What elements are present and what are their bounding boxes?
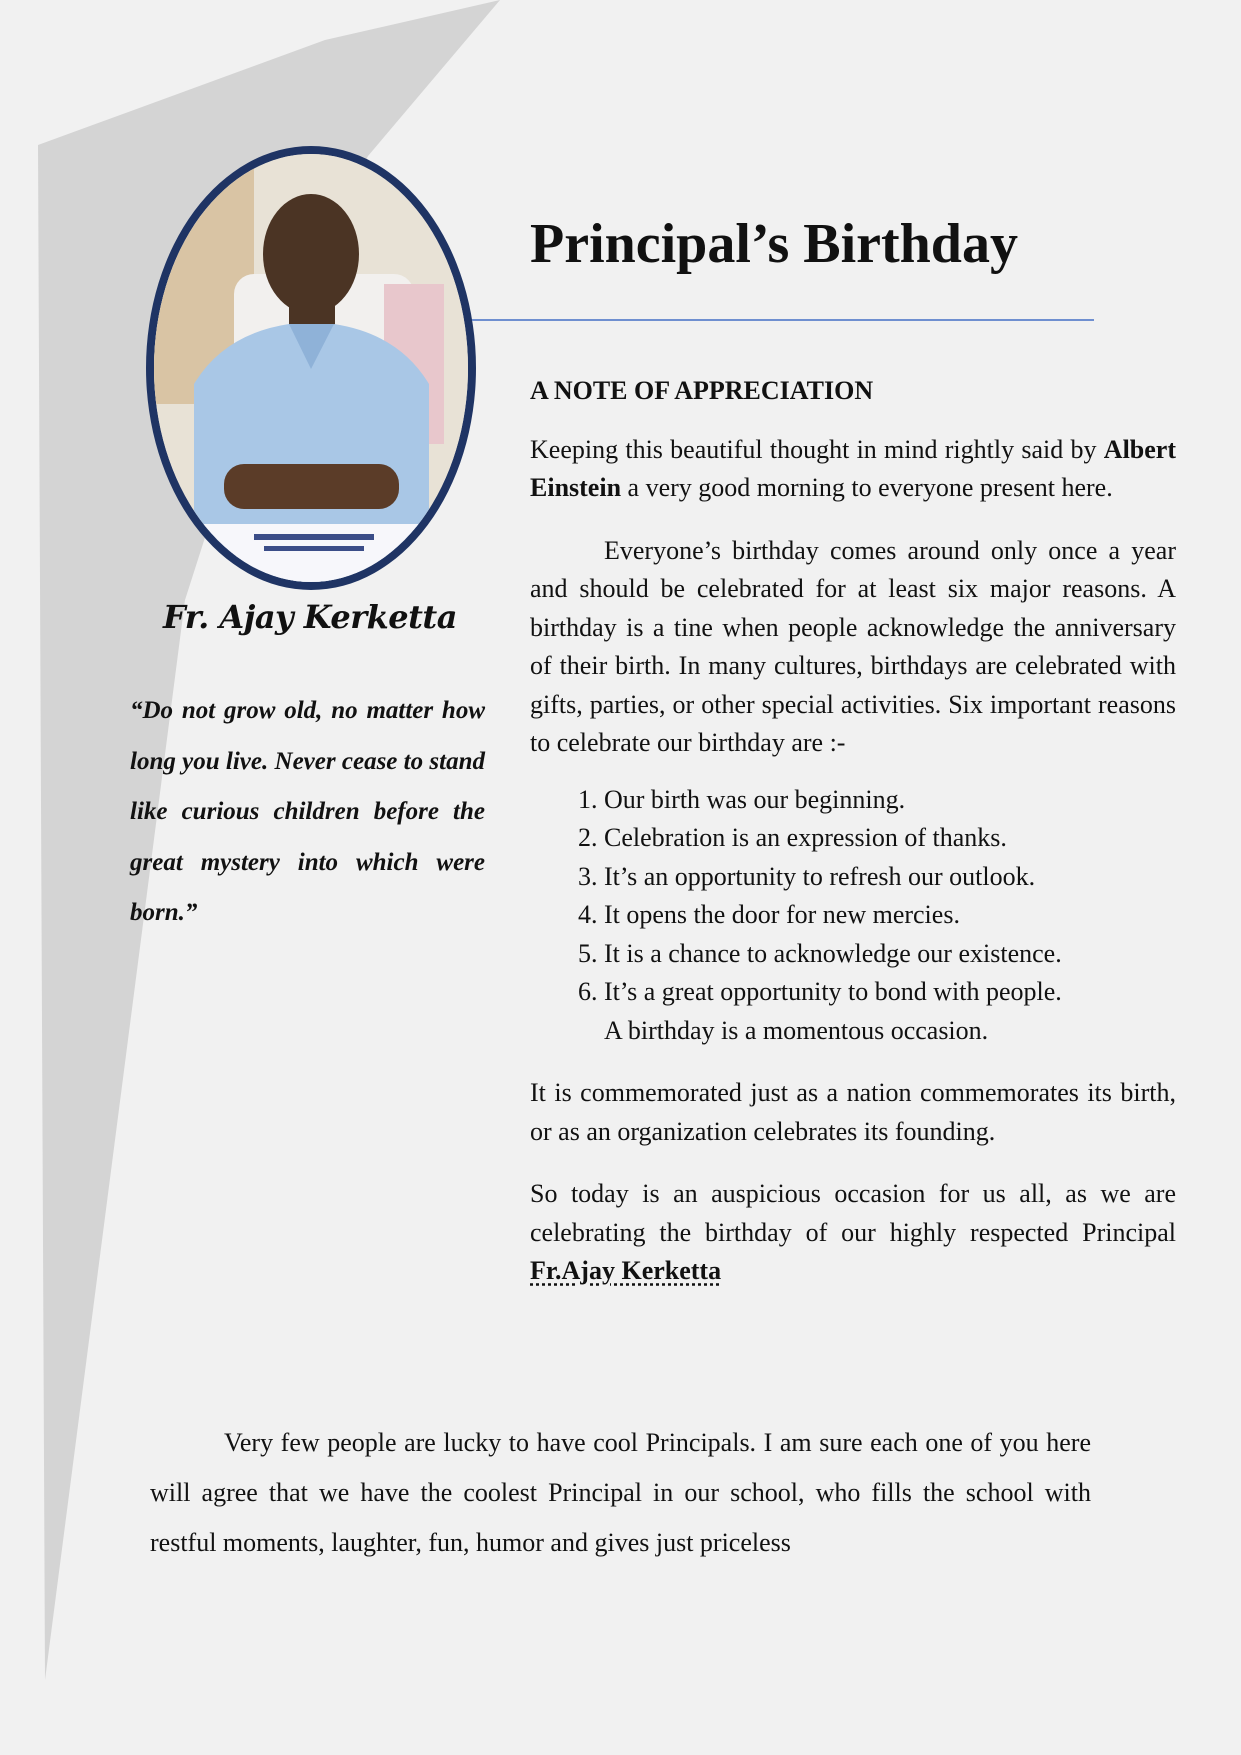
intro-text-end: a very good morning to everyone present here. bbox=[621, 473, 1113, 502]
intro-text-start: Keeping this beautiful thought in mind rightly said by bbox=[530, 434, 1104, 464]
list-item: 2. Celebration is an expression of thanks. bbox=[604, 819, 1176, 858]
commemoration-paragraph: It is commemorated just as a nation commemorates its birth, or as an organization celebrates its founding. bbox=[530, 1078, 1176, 1146]
list-item: 5. It is a chance to acknowledge our existence. bbox=[604, 935, 1176, 974]
einstein-quote: “Do not grow old, no matter how long you live. Never cease to stand like curious children before the great mystery into which were born.” bbox=[130, 697, 485, 926]
birthday-paragraph: Everyone’s birthday comes around only once a year and should be celebrated for at least six major reasons. A birthday is a tine when people acknowledge the anniversary of their birth. In many cultures, birthdays are celebrated with gifts, parties, or other special activities. Six important reasons to celebrate our birthday are :- bbox=[530, 535, 1176, 757]
list-item: 3. It’s an opportunity to refresh our outlook. bbox=[604, 858, 1176, 897]
intro-paragraph bbox=[530, 431, 1176, 508]
occasion-paragraph bbox=[530, 1175, 1176, 1291]
closing-paragraph: Very few people are lucky to have cool Principals. I am sure each one of you here will agree that we have the coolest Principal in our school, who fills the school with restful moments, laughter, fun, humor and gives just priceless bbox=[150, 1428, 1091, 1557]
principal-name-link[interactable]: Fr.Ajay Kerketta bbox=[530, 1256, 722, 1285]
main-content bbox=[530, 372, 1176, 1315]
list-item: 4. It opens the door for new mercies. bbox=[604, 896, 1176, 935]
section-heading: A NOTE OF APPRECIATION bbox=[530, 376, 874, 405]
einstein-name: Albert Einstein bbox=[530, 434, 1176, 502]
title-divider bbox=[472, 319, 1094, 321]
principal-name-caption: Fr. Ajay Kerketta bbox=[163, 598, 457, 636]
momentous-occasion-line: A birthday is a momentous occasion. bbox=[604, 1015, 989, 1045]
reasons-list bbox=[530, 781, 1176, 1012]
principal-portrait bbox=[146, 146, 476, 590]
page-title: Principal’s Birthday bbox=[530, 213, 1018, 275]
portrait-photo-icon bbox=[154, 154, 468, 582]
list-item: 1. Our birth was our beginning. bbox=[604, 781, 1176, 820]
occasion-text: So today is an auspicious occasion for us all, as we are celebrating the birthday of our highly respected Principal bbox=[530, 1179, 1176, 1247]
list-item: 6. It’s a great opportunity to bond with people. bbox=[604, 973, 1176, 1012]
